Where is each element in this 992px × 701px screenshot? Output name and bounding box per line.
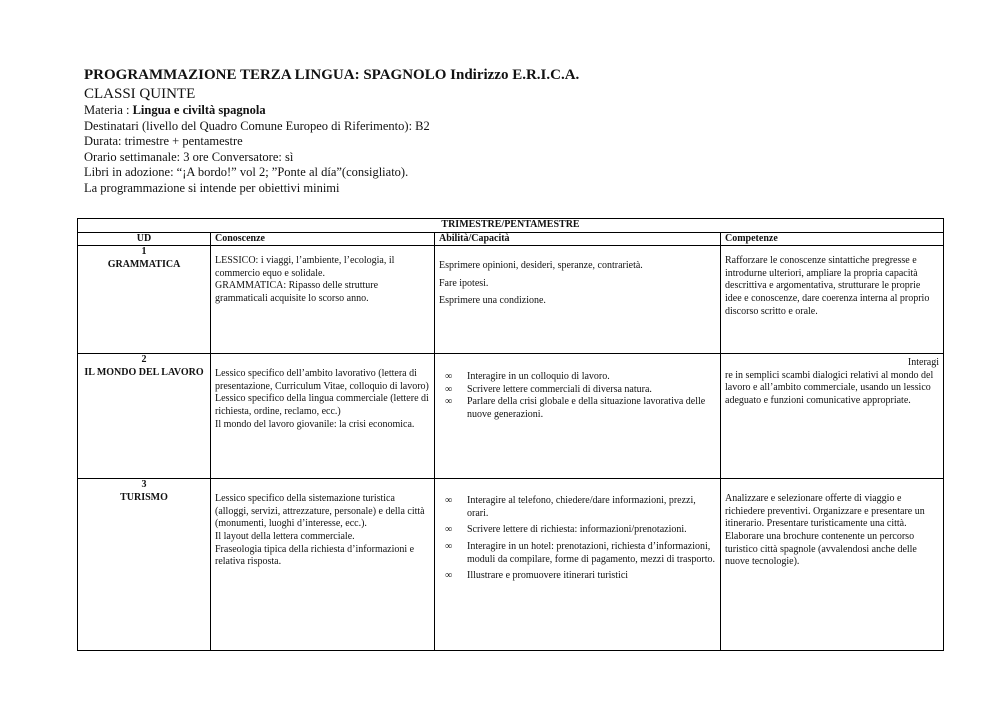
- ud-number: 3: [141, 479, 147, 491]
- abilita-list: [439, 371, 716, 421]
- list-item: [439, 384, 716, 397]
- ud-number: 2: [141, 354, 147, 366]
- materia-value: Lingua e civiltà spagnola: [132, 103, 266, 117]
- section-header-row: [78, 219, 944, 233]
- table-row: [78, 246, 944, 354]
- abilita-text: Interagire in un hotel: prenotazioni, richiesta d’informazioni, moduli da compilare, forme di pagamento, mezzi di trasporto.: [467, 540, 715, 565]
- competenze-text: re in semplici scambi dialogici relativi al mondo del lavoro e all’ambito commerciale, usando un lessico adeguato e funzioni comunicative appropriate.: [725, 369, 934, 406]
- ud-cell: [78, 354, 211, 479]
- column-header-competenze: Competenze: [721, 232, 944, 246]
- abilita-text: Esprimere una condizione.: [439, 295, 546, 307]
- abilita-text: Interagire in un colloquio di lavoro.: [467, 371, 610, 383]
- list-item: [439, 570, 716, 583]
- abilita-text: Interagire al telefono, chiedere/dare informazioni, prezzi, orari.: [467, 495, 696, 519]
- column-header-ud: UD: [78, 232, 211, 246]
- infinity-bullet-icon: ∞: [445, 396, 453, 408]
- list-item: [439, 396, 716, 421]
- conoscenze-cell: [211, 479, 435, 651]
- document-header: [84, 66, 944, 197]
- materia-line: [84, 103, 944, 119]
- programma-table: [77, 218, 944, 651]
- ud-cell: [78, 479, 211, 651]
- ud-name: IL MONDO DEL LAVORO: [84, 366, 204, 378]
- conoscenze-cell: [211, 246, 435, 354]
- abilita-cell: [435, 246, 721, 354]
- note-line: La programmazione si intende per obiettivi minimi: [84, 180, 340, 195]
- durata-line: Durata: trimestre + pentamestre: [84, 134, 243, 149]
- competenze-text: Elaborare una brochure contenente un percorso turistico città spagnole (avvalendosi anche delle nuove tecnologie).: [725, 530, 917, 568]
- orario-line: Orario settimanale: 3 ore Conversatore: sì: [84, 149, 294, 164]
- libri-line: Libri in adozione: “¡A bordo!” vol 2; ”Ponte al día”(consigliato).: [84, 165, 409, 180]
- abilita-list: [439, 495, 716, 583]
- conoscenze-text: LESSICO: i viaggi, l’ambiente, l’ecologia, il commercio equo e solidale.: [215, 255, 395, 279]
- competenze-cell: [721, 479, 944, 651]
- table-row: [78, 354, 944, 479]
- column-header-conoscenze: Conoscenze: [211, 232, 435, 246]
- abilita-cell: [435, 354, 721, 479]
- competenze-text: Rafforzare le conoscenze sintattiche pregresse e introdurne ulteriori, ampliare la propria capacità descrittiva e argomentativa, strutturare le proprie idee e conoscenze, dare coerenza interna al proprio discorso scritto e orale.: [725, 255, 930, 317]
- ud-number: 1: [141, 246, 147, 258]
- ud-cell: [78, 246, 211, 354]
- materia-label: Materia :: [84, 103, 133, 117]
- conoscenze-text: Fraseologia tipica della richiesta d’informazioni e relativa risposta.: [215, 543, 415, 568]
- abilita-text: Parlare della crisi globale e della situazione lavorativa delle nuove generazioni.: [467, 396, 706, 420]
- abilita-cell: [435, 479, 721, 651]
- infinity-bullet-icon: ∞: [445, 495, 453, 507]
- conoscenze-cell: [211, 354, 435, 479]
- infinity-bullet-icon: ∞: [445, 570, 453, 582]
- document-title: PROGRAMMAZIONE TERZA LINGUA: SPAGNOLO Indirizzo E.R.I.C.A.: [84, 67, 580, 83]
- table-row: [78, 479, 944, 651]
- competenze-cell: [721, 246, 944, 354]
- list-item: [439, 524, 716, 537]
- conoscenze-text: Lessico specifico della lingua commerciale (lettere di richiesta, ordine, reclamo, ecc.): [215, 393, 429, 417]
- ud-name: TURISMO: [120, 491, 168, 503]
- infinity-bullet-icon: ∞: [445, 371, 453, 383]
- conoscenze-text: Il layout della lettera commerciale.: [215, 530, 355, 542]
- abilita-text: Scrivere lettere di richiesta: informazioni/prenotazioni.: [467, 524, 687, 536]
- conoscenze-text: Il mondo del lavoro giovanile: la crisi economica.: [215, 418, 415, 430]
- infinity-bullet-icon: ∞: [445, 524, 453, 536]
- abilita-text: Scrivere lettere commerciali di diversa natura.: [467, 383, 652, 395]
- competenze-text: Analizzare e selezionare offerte di viaggio e richiedere preventivi. Organizzare e presentare un itinerario. Presentare turisticamente una città.: [725, 493, 925, 530]
- section-title: TRIMESTRE/PENTAMESTRE: [78, 219, 944, 233]
- abilita-text: Esprimere opinioni, desideri, speranze, contrarietà.: [439, 260, 643, 272]
- column-header-abilita: Abilità/Capacità: [435, 232, 721, 246]
- infinity-bullet-icon: ∞: [445, 383, 453, 395]
- infinity-bullet-icon: ∞: [445, 540, 453, 552]
- ud-name: GRAMMATICA: [107, 258, 181, 270]
- abilita-text: Fare ipotesi.: [439, 277, 489, 289]
- list-item: [439, 541, 716, 566]
- conoscenze-text: GRAMMATICA: Ripasso delle strutture grammaticali acquisite lo scorso anno.: [215, 280, 379, 304]
- conoscenze-text: Lessico specifico della sistemazione turistica (alloggi, servizi, attrezzature, personale) e della città (monumenti, luoghi d’interesse, ecc.).: [215, 493, 425, 530]
- destinatari-line: Destinatari (livello del Quadro Comune Europeo di Riferimento): B2: [84, 118, 430, 133]
- abilita-text: Illustrare e promuovere itinerari turistici: [467, 570, 629, 582]
- conoscenze-text: Lessico specifico dell’ambito lavorativo (lettera di presentazione, Curriculum Vitae, colloquio di lavoro): [215, 368, 429, 392]
- list-item: [439, 495, 716, 520]
- competenze-text-start: Interagi: [907, 357, 939, 369]
- competenze-cell: [721, 354, 944, 479]
- list-item: [439, 371, 716, 384]
- column-header-row: [78, 232, 944, 246]
- document-subtitle: CLASSI QUINTE: [84, 86, 196, 102]
